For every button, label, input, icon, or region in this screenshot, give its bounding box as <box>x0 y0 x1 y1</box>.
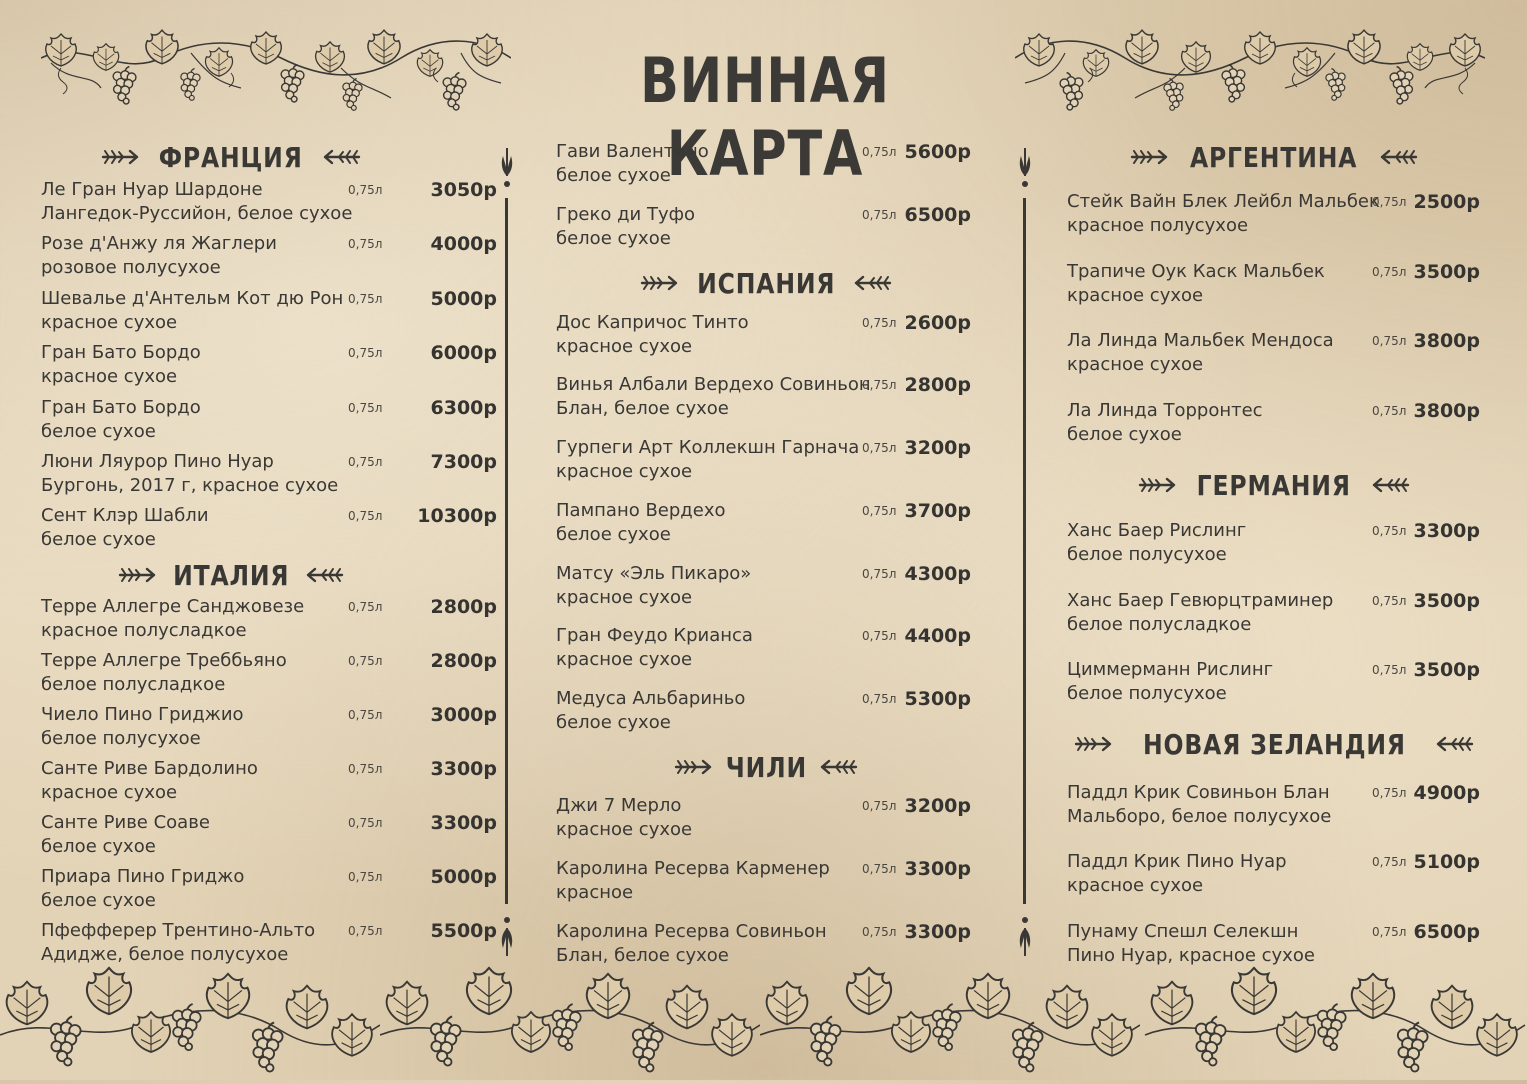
wine-description: красное сухое <box>556 819 693 840</box>
wine-name: Циммерманн Рислинг <box>1067 659 1274 680</box>
wine-name: Ханс Баер Рислинг <box>1067 520 1247 541</box>
arrow-right-ornament-icon <box>101 147 141 167</box>
wine-description: красное полусухое <box>1067 215 1249 236</box>
wine-price: 4300р <box>904 563 971 585</box>
wine-item <box>41 504 497 552</box>
wine-name: Ханс Баер Гевюрцтраминер <box>1067 590 1334 611</box>
wine-price: 5500р <box>430 920 497 942</box>
wine-volume: 0,75л <box>1372 855 1407 869</box>
wine-description: красное сухое <box>1067 285 1204 306</box>
wine-item <box>556 311 971 359</box>
vine-ornament-left <box>40 28 512 138</box>
wine-name: Паддл Крик Пино Нуар <box>1067 851 1287 872</box>
wine-price: 3300р <box>904 921 971 943</box>
section-heading <box>41 558 421 592</box>
wine-price: 3800р <box>1413 400 1480 422</box>
wine-item <box>1067 260 1480 308</box>
wine-item <box>41 178 497 226</box>
section-heading <box>546 750 986 784</box>
divider-ornament-top-right <box>1015 146 1035 188</box>
wine-name: Греко ди Туфо <box>556 204 695 225</box>
section-title: ГЕРМАНИЯ <box>1196 468 1352 502</box>
wine-description: белое сухое <box>556 165 671 186</box>
wine-name: Пфефферер Трентино-Альто <box>41 920 316 941</box>
wine-name: Гави Валентино <box>556 141 709 162</box>
wine-description: Блан, белое сухое <box>556 398 729 419</box>
arrow-left-ornament-icon <box>1378 147 1418 167</box>
wine-name: Приара Пино Гриджо <box>41 866 245 887</box>
wine-item <box>556 436 971 484</box>
wine-item <box>41 757 497 805</box>
wine-volume: 0,75л <box>1372 594 1407 608</box>
wine-item <box>41 811 497 859</box>
wine-price: 5000р <box>430 288 497 310</box>
wine-item <box>556 203 971 251</box>
wine-item <box>1067 850 1480 898</box>
section-title: ИТАЛИЯ <box>172 558 290 592</box>
wine-description: Адидже, белое полусухое <box>41 944 289 965</box>
wine-price: 3500р <box>1413 590 1480 612</box>
page-title: ВИННАЯ КАРТА <box>640 44 890 190</box>
arrow-right-ornament-icon <box>1074 734 1114 754</box>
wine-name: Люни Ляурор Пино Нуар <box>41 451 274 472</box>
wine-volume: 0,75л <box>862 441 897 455</box>
wine-price: 3300р <box>430 812 497 834</box>
wine-description: Мальборо, белое полусухое <box>1067 806 1332 827</box>
section-title: НОВАЯ ЗЕЛАНДИЯ <box>1142 727 1406 761</box>
arrow-left-ornament-icon <box>321 147 361 167</box>
wine-name: Гран Феудо Крианса <box>556 625 753 646</box>
vine-ornament-right <box>1014 28 1486 138</box>
wine-price: 6300р <box>430 397 497 419</box>
wine-volume: 0,75л <box>1372 195 1407 209</box>
wine-description: красное <box>556 882 634 903</box>
wine-description: красное сухое <box>41 312 178 333</box>
wine-description: белое сухое <box>41 836 156 857</box>
wine-price: 3300р <box>1413 520 1480 542</box>
wine-price: 3500р <box>1413 659 1480 681</box>
wine-volume: 0,75л <box>348 924 383 938</box>
wine-description: красное сухое <box>1067 354 1204 375</box>
wine-volume: 0,75л <box>348 292 383 306</box>
wine-volume: 0,75л <box>348 455 383 469</box>
wine-volume: 0,75л <box>1372 334 1407 348</box>
vine-ornament-bottom <box>0 965 1527 1080</box>
wine-description: белое полусухое <box>1067 683 1227 704</box>
wine-price: 3500р <box>1413 261 1480 283</box>
divider-ornament-top-left <box>497 146 517 188</box>
wine-item <box>41 595 497 643</box>
arrow-right-ornament-icon <box>118 565 158 585</box>
wine-description: красное сухое <box>556 461 693 482</box>
wine-description: белое сухое <box>556 712 671 733</box>
wine-price: 5100р <box>1413 851 1480 873</box>
arrow-left-ornament-icon <box>852 273 892 293</box>
wine-name: Стейк Вайн Блек Лейбл Мальбек <box>1067 191 1380 212</box>
wine-name: Матсу «Эль Пикаро» <box>556 563 752 584</box>
arrow-right-ornament-icon <box>640 273 680 293</box>
wine-price: 10300р <box>417 505 497 527</box>
wine-item <box>1067 658 1480 706</box>
wine-volume: 0,75л <box>1372 663 1407 677</box>
wine-volume: 0,75л <box>348 870 383 884</box>
wine-price: 3000р <box>430 704 497 726</box>
wine-item <box>41 649 497 697</box>
wine-price: 3300р <box>430 758 497 780</box>
wine-description: розовое полусухое <box>41 257 221 278</box>
wine-name: Ле Гран Нуар Шардоне <box>41 179 263 200</box>
wine-price: 4000р <box>430 233 497 255</box>
wine-name: Санте Риве Соаве <box>41 812 210 833</box>
wine-name: Каролина Ресерва Совиньон <box>556 921 827 942</box>
wine-price: 4900р <box>1413 782 1480 804</box>
section-heading <box>1054 140 1494 174</box>
wine-price: 6500р <box>1413 921 1480 943</box>
wine-item <box>41 232 497 280</box>
wine-description: красное полусладкое <box>41 620 247 641</box>
wine-item <box>1067 190 1480 238</box>
wine-price: 2800р <box>430 650 497 672</box>
column-divider-left <box>505 198 508 904</box>
wine-item <box>1067 781 1480 829</box>
wine-volume: 0,75л <box>1372 786 1407 800</box>
wine-price: 6500р <box>904 204 971 226</box>
wine-item <box>41 865 497 913</box>
section-heading <box>546 266 986 300</box>
wine-description: Лангедок-Руссийон, белое сухое <box>41 203 353 224</box>
wine-item <box>556 373 971 421</box>
wine-volume: 0,75л <box>348 654 383 668</box>
arrow-right-ornament-icon <box>674 757 714 777</box>
wine-description: белое сухое <box>41 421 156 442</box>
wine-description: красное сухое <box>41 366 178 387</box>
wine-volume: 0,75л <box>862 692 897 706</box>
wine-price: 5000р <box>430 866 497 888</box>
section-title: ИСПАНИЯ <box>696 266 836 300</box>
wine-volume: 0,75л <box>862 799 897 813</box>
wine-price: 2800р <box>904 374 971 396</box>
wine-item <box>41 703 497 751</box>
section-title: ФРАНЦИЯ <box>159 140 303 174</box>
column-divider-right <box>1023 198 1026 904</box>
wine-description: белое полусухое <box>1067 544 1227 565</box>
wine-volume: 0,75л <box>1372 404 1407 418</box>
wine-volume: 0,75л <box>862 145 897 159</box>
wine-volume: 0,75л <box>862 316 897 330</box>
wine-description: красное сухое <box>1067 875 1204 896</box>
wine-description: Бургонь, 2017 г, красное сухое <box>41 475 339 496</box>
wine-name: Джи 7 Мерло <box>556 795 682 816</box>
wine-price: 7300р <box>430 451 497 473</box>
wine-name: Ла Линда Торронтес <box>1067 400 1263 421</box>
wine-price: 2800р <box>430 596 497 618</box>
section-title: АРГЕНТИНА <box>1190 140 1358 174</box>
wine-name: Паддл Крик Совиньон Блан <box>1067 782 1330 803</box>
arrow-right-ornament-icon <box>1138 475 1178 495</box>
wine-volume: 0,75л <box>862 862 897 876</box>
wine-volume: 0,75л <box>348 816 383 830</box>
wine-name: Терре Аллегре Санджовезе <box>41 596 305 617</box>
wine-name: Гран Бато Бордо <box>41 342 201 363</box>
wine-price: 5600р <box>904 141 971 163</box>
wine-price: 2600р <box>904 312 971 334</box>
wine-name: Гурпеги Арт Коллекшн Гарнача <box>556 437 860 458</box>
wine-description: белое сухое <box>41 890 156 911</box>
arrow-left-ornament-icon <box>304 565 344 585</box>
wine-name: Дос Капричос Тинто <box>556 312 749 333</box>
wine-name: Чиело Пино Гриджио <box>41 704 244 725</box>
wine-price: 3300р <box>904 858 971 880</box>
section-title: ЧИЛИ <box>725 750 807 784</box>
wine-name: Шевалье д'Антельм Кот дю Рон <box>41 288 344 309</box>
arrow-left-ornament-icon <box>1434 734 1474 754</box>
wine-item <box>556 794 971 842</box>
wine-name: Каролина Ресерва Карменер <box>556 858 830 879</box>
wine-item <box>556 499 971 547</box>
section-heading <box>1054 727 1494 761</box>
wine-price: 3800р <box>1413 330 1480 352</box>
wine-name: Трапиче Оук Каск Мальбек <box>1067 261 1325 282</box>
wine-description: красное сухое <box>556 649 693 670</box>
wine-item <box>1067 519 1480 567</box>
arrow-right-ornament-icon <box>1130 147 1170 167</box>
divider-ornament-bottom-right <box>1015 916 1035 958</box>
wine-volume: 0,75л <box>1372 925 1407 939</box>
arrow-left-ornament-icon <box>818 757 858 777</box>
wine-price: 3200р <box>904 795 971 817</box>
wine-item <box>41 450 497 498</box>
wine-description: белое полусухое <box>41 728 201 749</box>
wine-description: Блан, белое сухое <box>556 945 729 966</box>
wine-price: 3050р <box>430 179 497 201</box>
wine-name: Пампано Вердехо <box>556 500 726 521</box>
wine-name: Медуса Альбариньо <box>556 688 746 709</box>
wine-name: Винья Албали Вердехо Совиньон <box>556 374 871 395</box>
wine-price: 5300р <box>904 688 971 710</box>
wine-description: белое полусладкое <box>1067 614 1252 635</box>
section-heading <box>1054 468 1494 502</box>
arrow-left-ornament-icon <box>1370 475 1410 495</box>
wine-description: белое сухое <box>556 228 671 249</box>
wine-description: красное сухое <box>556 336 693 357</box>
wine-description: белое сухое <box>556 524 671 545</box>
wine-volume: 0,75л <box>862 378 897 392</box>
wine-name: Ла Линда Мальбек Мендоса <box>1067 330 1334 351</box>
wine-item <box>41 287 497 335</box>
wine-name: Пунаму Спешл Селекшн <box>1067 921 1299 942</box>
wine-volume: 0,75л <box>862 925 897 939</box>
wine-volume: 0,75л <box>1372 524 1407 538</box>
wine-description: красное сухое <box>41 782 178 803</box>
wine-name: Терре Аллегре Треббьяно <box>41 650 287 671</box>
wine-price: 3200р <box>904 437 971 459</box>
wine-volume: 0,75л <box>348 237 383 251</box>
wine-item <box>1067 399 1480 447</box>
wine-description: белое полусладкое <box>41 674 226 695</box>
wine-price: 4400р <box>904 625 971 647</box>
wine-name: Сент Клэр Шабли <box>41 505 209 526</box>
wine-volume: 0,75л <box>348 346 383 360</box>
wine-name: Розе д'Анжу ля Жаглери <box>41 233 277 254</box>
wine-item <box>1067 589 1480 637</box>
wine-volume: 0,75л <box>1372 265 1407 279</box>
wine-item <box>41 396 497 444</box>
wine-description: красное сухое <box>556 587 693 608</box>
wine-item <box>556 920 971 968</box>
wine-volume: 0,75л <box>348 708 383 722</box>
wine-item <box>1067 329 1480 377</box>
wine-description: белое сухое <box>1067 424 1182 445</box>
wine-item <box>1067 920 1480 968</box>
wine-volume: 0,75л <box>348 762 383 776</box>
wine-volume: 0,75л <box>348 401 383 415</box>
wine-price: 3700р <box>904 500 971 522</box>
wine-price: 2500р <box>1413 191 1480 213</box>
wine-volume: 0,75л <box>862 567 897 581</box>
wine-description: белое сухое <box>41 529 156 550</box>
wine-name: Гран Бато Бордо <box>41 397 201 418</box>
wine-name: Санте Риве Бардолино <box>41 758 258 779</box>
wine-item <box>556 624 971 672</box>
wine-item <box>556 562 971 610</box>
wine-item <box>41 919 497 967</box>
divider-ornament-bottom-left <box>497 916 517 958</box>
wine-volume: 0,75л <box>862 629 897 643</box>
wine-item <box>556 140 971 188</box>
wine-description: Пино Нуар, красное сухое <box>1067 945 1315 966</box>
wine-price: 6000р <box>430 342 497 364</box>
wine-item <box>556 857 971 905</box>
wine-volume: 0,75л <box>348 600 383 614</box>
wine-volume: 0,75л <box>348 509 383 523</box>
wine-volume: 0,75л <box>862 208 897 222</box>
wine-volume: 0,75л <box>862 504 897 518</box>
wine-volume: 0,75л <box>348 183 383 197</box>
wine-item <box>556 687 971 735</box>
section-heading <box>41 140 421 174</box>
wine-item <box>41 341 497 389</box>
